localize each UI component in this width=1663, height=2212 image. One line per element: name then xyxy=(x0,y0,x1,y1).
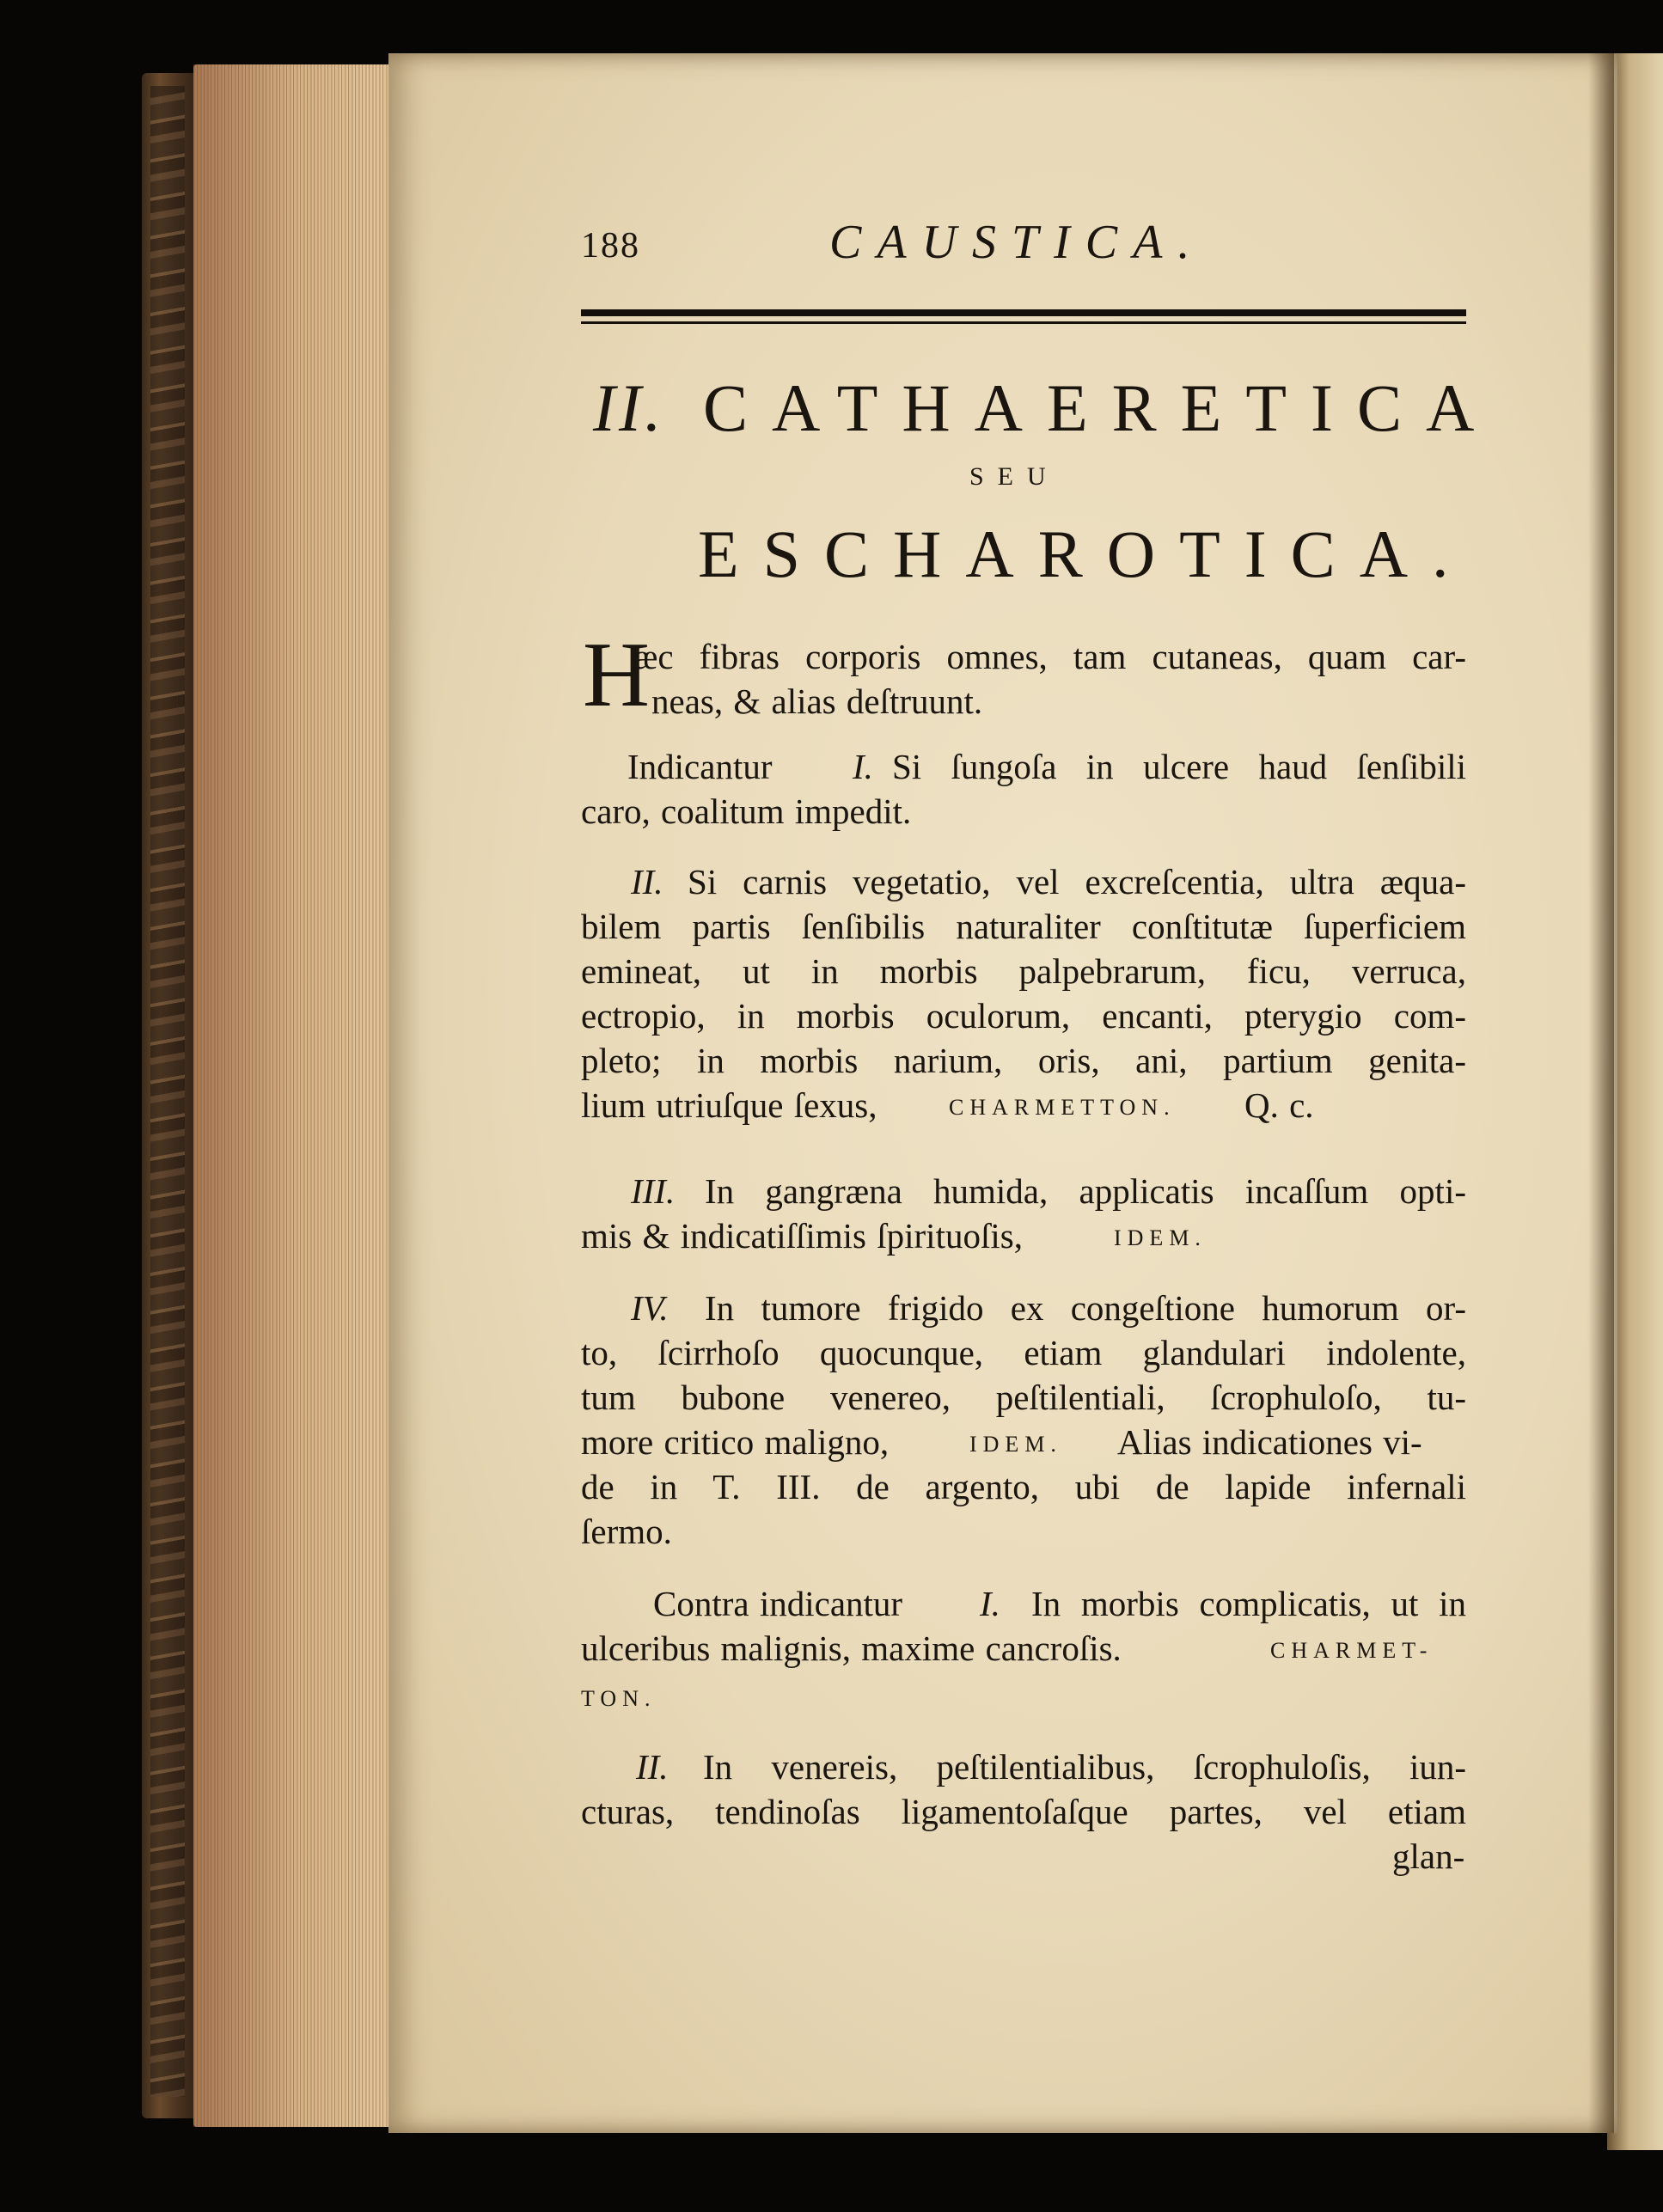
contra-label: Contra indicantur xyxy=(653,1584,903,1623)
item4-num: IV. xyxy=(631,1288,669,1328)
section-conjunction: SEU xyxy=(969,462,1060,491)
item2-line-3: emineat, ut in morbis palpebrarum, ficu, verruca, xyxy=(581,951,1466,991)
item2-line-2: bilem partis ſenſibilis naturaliter conſtitutæ ſuperficiem xyxy=(581,907,1466,946)
drop-capital: H xyxy=(583,624,650,726)
item4-line-1: In tumore frigido ex congeſtione humorum or- xyxy=(705,1288,1466,1328)
running-head: CAUSTICA. xyxy=(829,216,1206,269)
marbled-cover-edge xyxy=(150,86,185,2097)
item2-line-1: Si carnis vegetatio, vel excreſcentia, ultra æqua- xyxy=(688,862,1466,901)
page-block-shadow xyxy=(193,64,365,2127)
item2-citation: CHARMETTON. xyxy=(949,1095,1176,1120)
contra-line-2: ulceribus malignis, maxime cancroſis. xyxy=(581,1628,1122,1668)
indicantur-line-1: Si ſungoſa in ulcere haud ſenſibili xyxy=(892,747,1466,786)
item3-line-1: In gangræna humida, applicatis incaſſum opti- xyxy=(705,1171,1466,1211)
item4-line-6: ſermo. xyxy=(581,1512,672,1551)
item4-line-2: to, ſcirrhoſo quocunque, etiam glandulari indolente, xyxy=(581,1333,1466,1372)
indicantur-label: Indicantur xyxy=(627,747,773,786)
intro-line-1: æc fibras corporis omnes, tam cutaneas, quam car- xyxy=(634,637,1466,676)
catchword: glan- xyxy=(1392,1836,1465,1876)
item2-line-6: lium utriuſque ſexus, xyxy=(581,1085,877,1125)
contra-citation-cont: TON. xyxy=(581,1686,657,1711)
contra-item2-line-2: cturas, tendinoſas ligamentoſaſque partes, vel etiam xyxy=(581,1792,1466,1831)
indicantur-line-2: caro, coalitum impedit. xyxy=(581,791,912,831)
page-gutter-shadow xyxy=(1588,53,1614,2133)
item2-line-4: ectropio, in morbis oculorum, encanti, pterygio com- xyxy=(581,996,1466,1036)
item4-line-4a: more critico maligno, xyxy=(581,1422,890,1462)
header-rule-thin xyxy=(581,321,1466,324)
contra-item2-line-1: In venereis, peſtilentialibus, ſcrophuloſis, iun- xyxy=(703,1747,1466,1787)
item4-citation: IDEM. xyxy=(969,1432,1062,1457)
contra-num: I. xyxy=(980,1584,1000,1623)
header-rule-thick xyxy=(581,309,1466,316)
item3-line-2: mis & indicatiſſimis ſpirituoſis, xyxy=(581,1216,1023,1256)
intro-line-2: neas, & alias deſtruunt. xyxy=(651,681,983,721)
item2-citation-tail: Q. c. xyxy=(1244,1085,1314,1125)
contra-line-1: In morbis complicatis, ut in xyxy=(1031,1584,1466,1623)
item4-line-4b: Alias indicationes vi- xyxy=(1117,1422,1422,1462)
page-number: 188 xyxy=(581,226,640,266)
section-title-line1: CATHAERETICA xyxy=(703,370,1499,445)
section-title-line2: ESCHAROTICA. xyxy=(698,516,1473,591)
item4-line-5: de in T. III. de argento, ubi de lapide infernali xyxy=(581,1467,1466,1506)
item3-citation: IDEM. xyxy=(1114,1225,1207,1250)
item2-num: II. xyxy=(631,862,663,901)
section-numeral: II. xyxy=(593,370,665,445)
item2-line-5: pleto; in morbis narium, oris, ani, partium genita- xyxy=(581,1041,1466,1080)
item3-num: III. xyxy=(631,1171,676,1211)
item4-line-3: tum bubone venereo, peſtilentiali, ſcrophuloſo, tu- xyxy=(581,1378,1466,1417)
indicantur-num: I. xyxy=(853,747,873,786)
contra-citation: CHARMET- xyxy=(1270,1638,1434,1663)
contra-item2-num: II. xyxy=(636,1747,669,1787)
